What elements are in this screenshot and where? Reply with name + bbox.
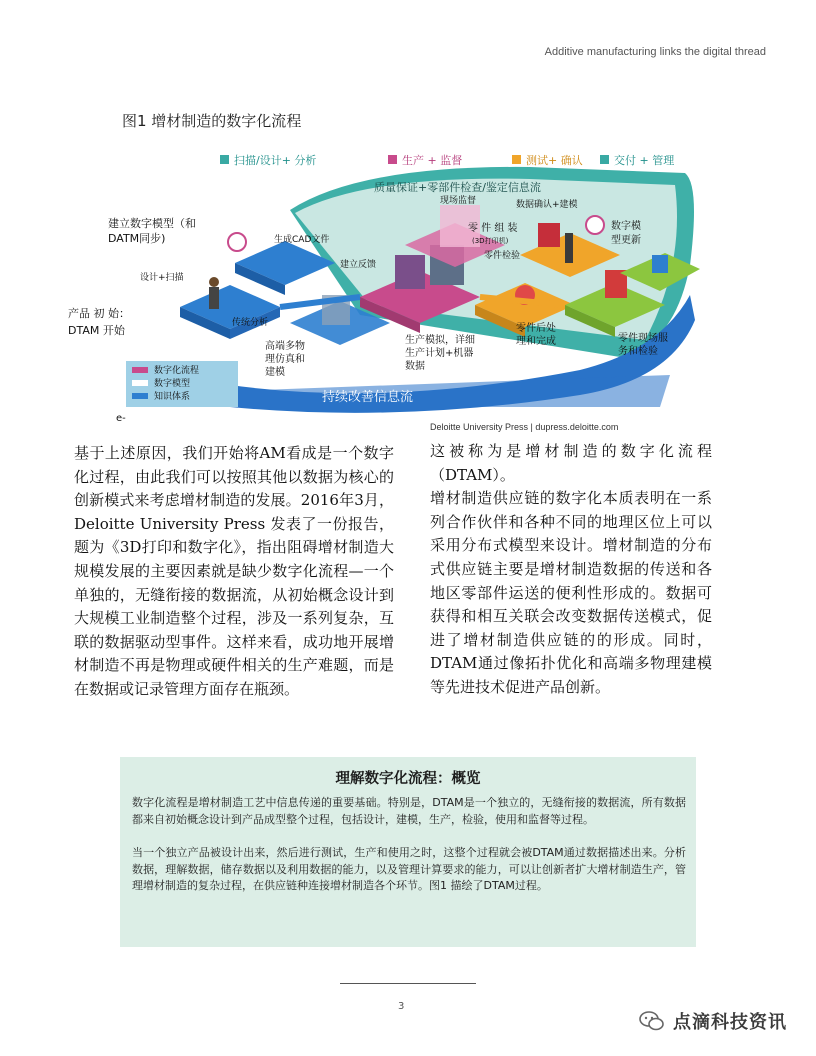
label-assembly-sub: (3D打印机) (472, 237, 509, 245)
production-icon (388, 155, 397, 164)
legend-item-knowledge: 知识体系 (154, 392, 191, 402)
label-twin-2: 型更新 (611, 235, 641, 246)
label-twin-1: 数字模 (611, 221, 641, 232)
right-paragraph-1: 这被称为是增材制造的数字化流程（DTAM）。 (430, 442, 712, 484)
dtam-diagram (60, 145, 700, 430)
label-product-start: 产品 初 始： (68, 307, 130, 320)
wechat-icon (639, 1010, 665, 1032)
legend-item-model: 数字模型 (154, 379, 191, 389)
label-build-model-2: DATM同步) (108, 232, 166, 245)
label-post-1: 零件后处 (516, 323, 556, 334)
stage-deliver: 交付 + 管理 (614, 154, 675, 167)
test-icon (512, 155, 521, 164)
page-number: 3 (398, 1001, 405, 1012)
digital-twin-icon (586, 216, 604, 234)
label-site-monitor: 现场监督 (440, 196, 477, 206)
scan-design-icon (220, 155, 229, 164)
watermark (639, 1008, 787, 1034)
label-prod-3: 数据 (405, 361, 425, 372)
label-traditional: 传统分析 (232, 318, 269, 328)
label-field-2: 务和检验 (618, 346, 658, 357)
label-design-scan: 设计+扫描 (140, 273, 184, 283)
overview-box (120, 757, 696, 947)
design-platform (180, 285, 280, 339)
figure-title: 图1 增材制造的数字化流程 (122, 112, 302, 130)
label-dtam-start: DTAM 开始 (68, 324, 125, 337)
legend-item-flow: 数字化流程 (154, 366, 200, 376)
deliver-icon (600, 155, 609, 164)
stage-production: 生产 + 监督 (402, 154, 463, 167)
legend-extra: e- (116, 413, 126, 424)
watermark-text: 点滴科技资讯 (673, 1012, 787, 1033)
running-header: Additive manufacturing links the digital thread (544, 46, 766, 58)
label-mp-2: 理仿真和 (265, 354, 305, 365)
right-paragraph-2: 增材制造供应链的数字化本质表明在一系列合作伙伴和各种不同的地理区位上可以采用分布式模型来设计。增材制造的分布式供应链主要是增材制造数据的传送和各地区零部件运送的便利性形成的。数据可获得和相互关联会改变数据传送模式，促进了增材制造供应链的的形成。同时，DTAM通过像拓扑优化和高端多物理建模等先进技术促进产品创新。 (430, 489, 712, 696)
label-feedback: 建立反馈 (340, 260, 377, 270)
label-mp-1: 高端多物 (265, 341, 305, 352)
label-data-confirm: 数据确认+建模 (516, 200, 578, 210)
overview-paragraph-2: 当一个独立产品被设计出来，然后进行测试，生产和使用之时，这整个过程就会被DTAM通过数据描述出来。分析数据，理解数据，储存数据以及利用数据的能力，以及管理计算要求的能力，可以让创新者扩大增材制造生产，管理增材制造的复杂过程，在供应链种连接增材制造各个环节。图1 描绘了DTAM过程。 (132, 846, 686, 892)
left-paragraph: 基于上述原因，我们开始将AM看成是一个数字化过程，由此我们可以按照其他以数据为核心的创新模式来考虑增材制造的发展。2016年3月，Deloitte University Press 发表了一份报告，题为《3D打印和数字化》，指出阻碍增材制造大规模发展的主要因素就是缺少数字化流程—一个单独的，无缝衔接的数据流，从初始概念设计到大规模工业制造整个过程，涉及一系列复杂，互联的数据驱动型事件。这样来看，成功地开展增材制造不再是物理或硬件相关的生产难题，而是在数据或记录管理方面存在瓶颈。 (74, 444, 394, 698)
label-cad: 生成CAD文件 (274, 235, 330, 245)
label-field-1: 零件现场服 (618, 333, 668, 344)
quality-flow-label: 质量保证+零部件检查/鉴定信息流 (374, 181, 541, 194)
label-mp-3: 建模 (265, 367, 285, 378)
figure-credit: Deloitte University Press | dupress.deloitte.com (430, 422, 619, 432)
digital-model-icon (228, 233, 246, 251)
label-parts-check: 零件检验 (484, 251, 521, 261)
overview-title: 理解数字化流程：概览 (335, 770, 481, 787)
stage-test: 测试+ 确认 (526, 154, 583, 167)
improvement-flow-label: 持续改善信息流 (322, 390, 414, 405)
stage-scan: 扫描/设计+ 分析 (234, 154, 317, 167)
left-column (74, 442, 394, 702)
engineer-figure (209, 287, 219, 309)
right-column (430, 440, 712, 700)
footer-rule (340, 983, 476, 984)
label-prod-1: 生产模拟，详细 (405, 335, 475, 346)
label-prod-2: 生产计划+机器 (405, 348, 474, 359)
label-build-model: 建立数字模型（和 (108, 217, 196, 230)
label-post-2: 理和完成 (516, 336, 556, 347)
label-parts-assembly: 零 件 组 装 (468, 223, 518, 234)
overview-paragraph-1: 数字化流程是增材制造工艺中信息传递的重要基础。特别是，DTAM是一个独立的，无缝衔接的数据流，所有数据都来自初始概念设计到产品成型整个过程，包括设计，建模，生产，检验，使用和监督等过程。 (132, 796, 686, 826)
